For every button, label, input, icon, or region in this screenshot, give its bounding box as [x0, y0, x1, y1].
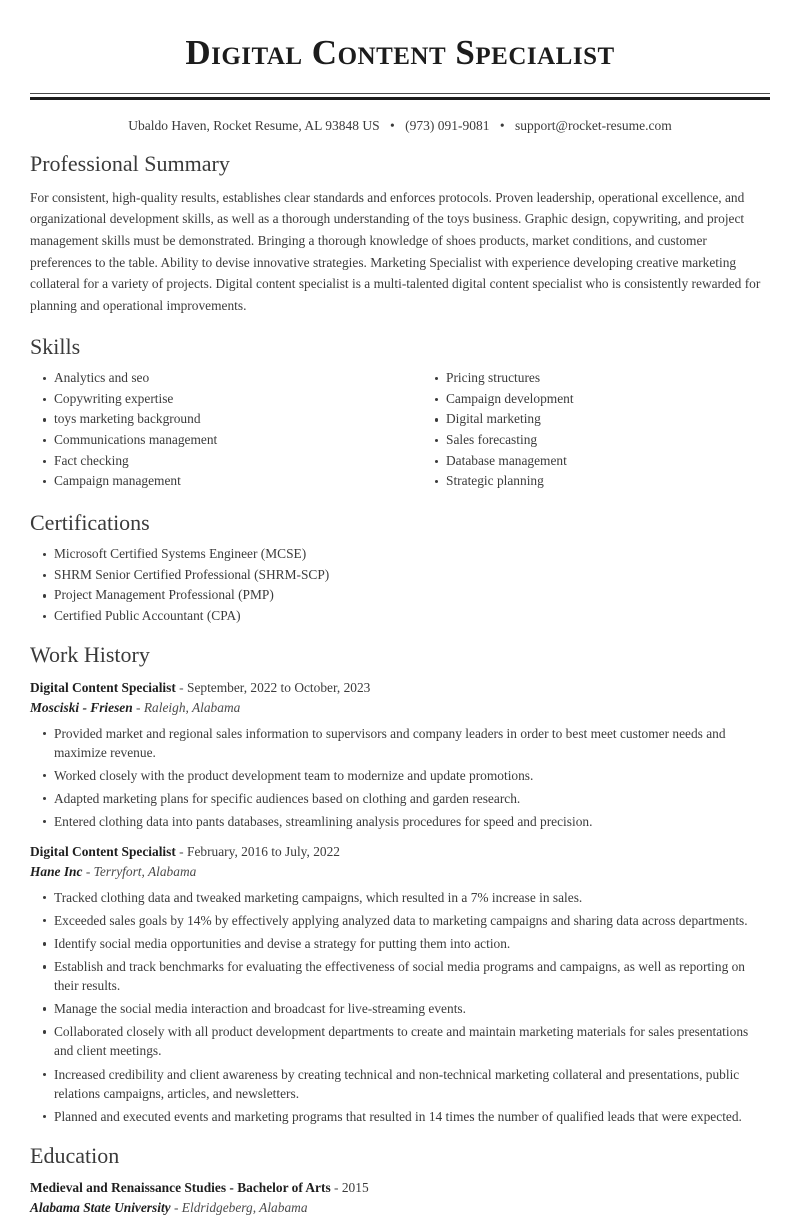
job-title-dash: -	[179, 679, 184, 695]
job-title-dash: -	[179, 844, 184, 860]
list-item: toys marketing background	[30, 410, 400, 428]
list-item: Planned and executed events and marketing programs that resulted in 14 times the number of qualified leads that were expected.	[30, 1107, 770, 1126]
section-skills	[30, 333, 770, 493]
summary-text: For consistent, high-quality results, establishes clear standards and enforces protocols. Proven leadership, operational excellence, and organizational development skills, as well as a thorough understanding of the toys business. Graphic design, copywriting, and project management skills must be demonstrated. Bringing a thorough knowledge of shoes products, market conditions, and customer preferences to the table. Ability to devise innovative strategies. Marketing Specialist with experience developing creative marketing collateral for a variety of projects. Digital content specialist is a multi-talented digital content specialist who is consistently rewarded for planning and operational improvements.	[30, 189, 761, 314]
page-title: Digital Content Specialist	[185, 33, 615, 72]
section-heading-certifications: Certifications	[30, 509, 150, 535]
job-bullets-list	[30, 724, 770, 831]
list-item: Strategic planning	[422, 472, 770, 490]
job-company-line	[30, 862, 770, 882]
job-role: Digital Content Specialist	[30, 844, 176, 860]
list-item: Identify social media opportunities and devise a strategy for putting them into action.	[30, 934, 770, 953]
education-degree: Medieval and Renaissance Studies - Bachelor of Arts	[30, 1180, 331, 1196]
list-item: Copywriting expertise	[30, 390, 400, 408]
list-item: Campaign development	[422, 390, 770, 408]
list-item: Worked closely with the product development team to modernize and update promotions.	[30, 766, 770, 785]
job-company-dash: -	[85, 864, 91, 880]
section-heading-summary: Professional Summary	[30, 151, 230, 176]
section-work-history	[30, 641, 770, 1125]
list-item: Entered clothing data into pants databases, streamlining analysis procedures for speed and precision.	[30, 812, 770, 831]
education-year: 2015	[341, 1180, 369, 1196]
contact-phone[interactable]: (973) 091-9081	[405, 118, 490, 133]
list-item: Establish and track benchmarks for evaluating the effectiveness of social media programs and campaigns, as well as reporting on their results.	[30, 957, 770, 995]
list-item: SHRM Senior Certified Professional (SHRM-SCP)	[30, 566, 770, 584]
education-degree-dash: -	[334, 1180, 339, 1196]
contact-separator-2: •	[499, 118, 505, 133]
list-item: Communications management	[30, 431, 400, 449]
list-item: Digital marketing	[422, 410, 770, 428]
list-item: Sales forecasting	[422, 431, 770, 449]
contact-line	[30, 118, 770, 134]
list-item: Database management	[422, 452, 770, 470]
section-professional-summary	[30, 150, 770, 317]
job-dates: February, 2016 to July, 2022	[187, 844, 340, 860]
job-bullets-list	[30, 888, 770, 1125]
job-location: Raleigh, Alabama	[143, 699, 241, 715]
list-item: Adapted marketing plans for specific audiences based on clothing and garden research.	[30, 789, 770, 808]
job-dates: September, 2022 to October, 2023	[187, 679, 371, 695]
list-item: Microsoft Certified Systems Engineer (MCSE)	[30, 545, 770, 563]
header-divider	[30, 93, 770, 100]
list-item: Fact checking	[30, 452, 400, 470]
education-school: Alabama State University	[30, 1200, 171, 1216]
section-heading-work-history: Work History	[30, 642, 150, 668]
list-item: Pricing structures	[422, 369, 770, 387]
list-item: Provided market and regional sales information to supervisors and company leaders in order to best meet customer needs and maximize revenue.	[30, 724, 770, 762]
contact-email[interactable]: support@rocket-resume.com	[515, 118, 672, 133]
job-title-line	[30, 842, 770, 862]
job-company-dash: -	[136, 699, 141, 715]
contact-separator-1: •	[390, 118, 395, 133]
job-location: Terryfort, Alabama	[93, 864, 197, 880]
list-item: Exceeded sales goals by 14% by effectively applying analyzed data to marketing campaigns and sharing data across departments.	[30, 911, 770, 930]
education-school-line	[30, 1198, 770, 1218]
education-location: Eldridgeberg, Alabama	[181, 1200, 308, 1216]
list-item: Analytics and seo	[30, 369, 400, 387]
skills-columns	[30, 369, 770, 493]
skills-column-left	[30, 369, 400, 493]
list-item: Collaborated closely with all product development departments to create and maintain marketing materials for sales presentations and client meetings.	[30, 1022, 770, 1060]
job-company: Hane Inc	[30, 864, 83, 880]
job-role: Digital Content Specialist	[30, 679, 176, 695]
list-item: Increased credibility and client awareness by creating technical and non-technical marketing collateral and presentations, public relations campaigns, articles, and newsletters.	[30, 1065, 770, 1103]
list-item: Manage the social media interaction and broadcast for live-streaming events.	[30, 999, 770, 1018]
section-heading-skills: Skills	[30, 333, 81, 359]
job-company: Mosciski - Friesen	[30, 699, 133, 715]
divider-thick-rule	[30, 97, 770, 100]
education-degree-line	[30, 1178, 770, 1198]
skills-list-left	[30, 369, 400, 490]
resume-header	[30, 0, 770, 134]
section-certifications	[30, 509, 770, 625]
job-company-line	[30, 698, 770, 718]
work-history-entry	[30, 842, 770, 1126]
list-item: Tracked clothing data and tweaked marketing campaigns, which resulted in a 7% increase in sales.	[30, 888, 770, 907]
section-education	[30, 1142, 770, 1218]
section-heading-education: Education	[30, 1142, 120, 1168]
certifications-list	[30, 545, 770, 625]
skills-list-right	[422, 369, 770, 490]
work-history-entry	[30, 678, 770, 831]
education-entry	[30, 1178, 770, 1218]
contact-address: Ubaldo Haven, Rocket Resume, AL 93848 US	[128, 118, 380, 133]
list-item: Certified Public Accountant (CPA)	[30, 607, 770, 625]
skills-column-right	[400, 369, 770, 493]
list-item: Campaign management	[30, 472, 400, 490]
list-item: Project Management Professional (PMP)	[30, 586, 770, 604]
job-title-line	[30, 678, 770, 698]
education-school-dash: -	[173, 1200, 179, 1216]
